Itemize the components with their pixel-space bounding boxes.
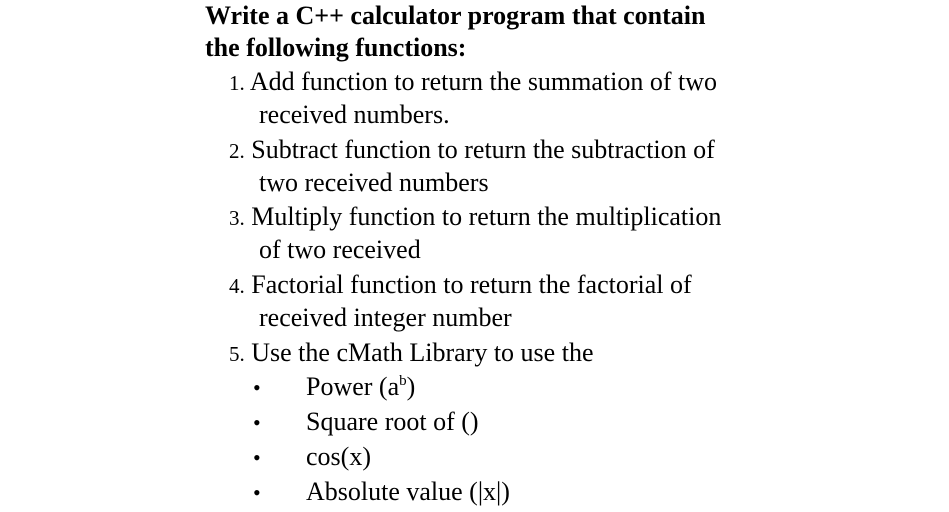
list-item-text: Multiply function to return the multiplication — [251, 202, 722, 231]
list-item-text: Subtract function to return the subtraction of — [251, 135, 715, 164]
list-item-3-continuation: of two received — [259, 235, 421, 264]
task-heading-line-2: the following functions: — [205, 33, 467, 62]
bullet-text-end: ) — [406, 372, 416, 401]
superscript-exponent: b — [399, 373, 407, 389]
list-item-2 — [229, 134, 715, 167]
list-item-4 — [229, 269, 692, 302]
list-item-text: Add function to return the summation of two — [249, 67, 718, 96]
bullet-icon: • — [253, 375, 261, 400]
list-item-4-continuation: received integer number — [259, 303, 512, 332]
task-heading-line-1: Write a C++ calculator program that contain — [205, 1, 706, 30]
bullet-icon: • — [253, 445, 261, 470]
list-number: 2. — [229, 139, 245, 163]
list-number: 5. — [229, 342, 245, 366]
list-item-5 — [229, 337, 593, 370]
bullet-icon: • — [253, 410, 261, 435]
list-number: 3. — [229, 206, 245, 230]
bullet-item-square-root: Square root of () — [306, 407, 479, 436]
bullet-item-absolute-value: Absolute value (|x|) — [306, 477, 510, 506]
bullet-icon: • — [253, 480, 261, 505]
list-item-text: Use the cMath Library to use the — [251, 338, 594, 367]
bullet-item-power — [306, 371, 415, 403]
bullet-text: Power (a — [306, 372, 400, 401]
list-item-2-continuation: two received numbers — [259, 168, 489, 197]
list-item-text: Factorial function to return the factorial of — [251, 270, 692, 299]
list-item-1 — [229, 66, 717, 99]
list-item-1-continuation: received numbers. — [259, 100, 450, 129]
list-item-3 — [229, 201, 721, 234]
bullet-item-cos: cos(x) — [306, 442, 371, 471]
list-number: 1. — [229, 71, 245, 95]
list-number: 4. — [229, 274, 245, 298]
